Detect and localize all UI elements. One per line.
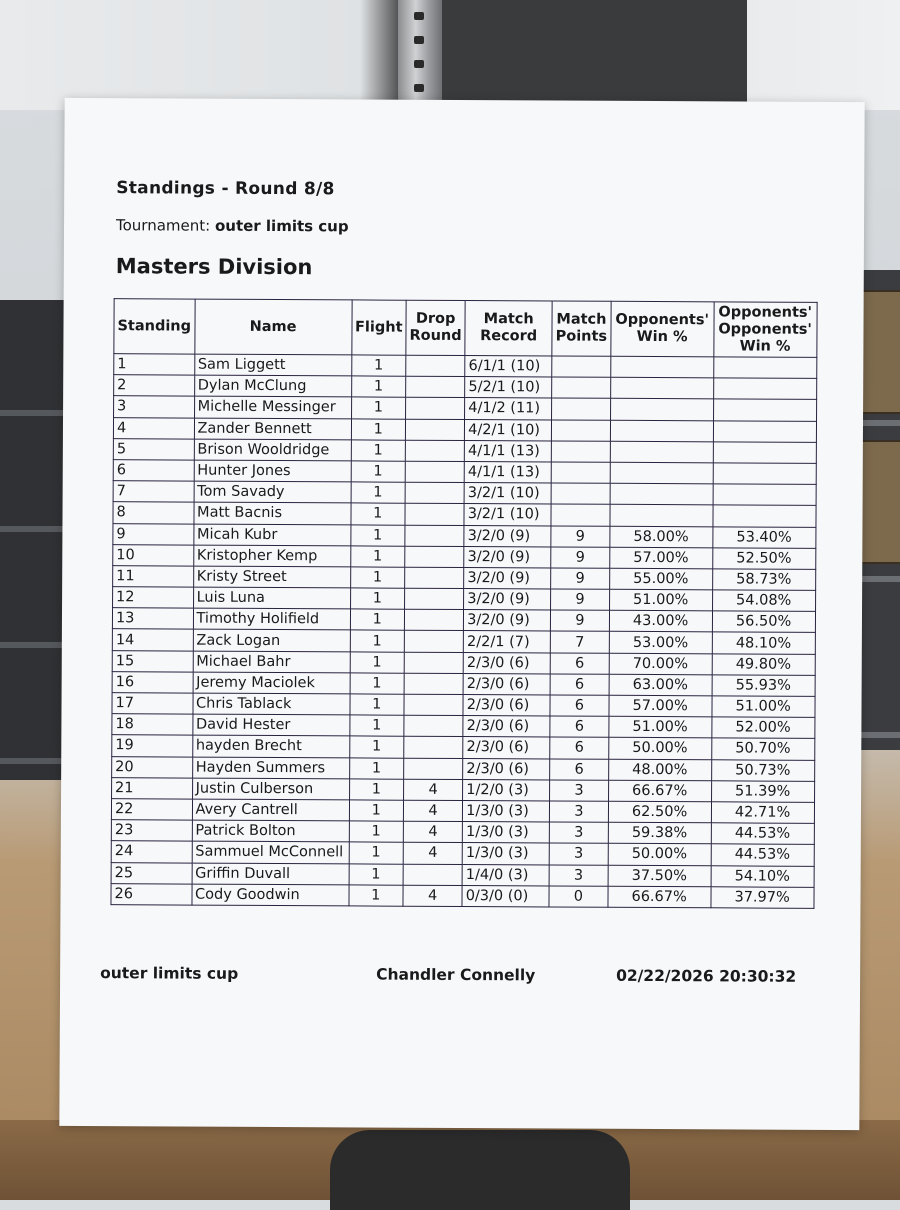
cell-standing: 3 bbox=[114, 396, 195, 418]
cell-name: Michael Bahr bbox=[193, 651, 350, 673]
cell-match-record: 1/3/0 (3) bbox=[462, 843, 549, 865]
header-match-points: Match Points bbox=[552, 301, 611, 356]
cell-opponents-opponents-win: 42.71% bbox=[711, 802, 814, 824]
cell-drop-round bbox=[404, 673, 463, 694]
cell-drop-round: 4 bbox=[404, 779, 463, 800]
cell-match-points bbox=[552, 398, 611, 419]
cell-name: hayden Brecht bbox=[192, 735, 349, 757]
cell-match-record: 4/1/1 (13) bbox=[464, 461, 551, 483]
header-standing: Standing bbox=[114, 299, 195, 354]
cell-opponents-opponents-win: 55.93% bbox=[712, 675, 815, 697]
cell-drop-round bbox=[404, 758, 463, 779]
cell-drop-round: 4 bbox=[403, 843, 462, 864]
cell-match-record: 2/3/0 (6) bbox=[463, 737, 550, 759]
cell-match-record: 3/2/1 (10) bbox=[464, 504, 551, 526]
cell-opponents-win: 59.38% bbox=[608, 822, 711, 844]
standings-body bbox=[111, 354, 817, 909]
cell-drop-round bbox=[405, 588, 464, 609]
cell-match-record: 2/3/0 (6) bbox=[463, 758, 550, 780]
cell-flight: 1 bbox=[350, 588, 405, 609]
cell-flight: 1 bbox=[351, 461, 406, 482]
cell-opponents-win bbox=[610, 377, 713, 399]
cell-name: Zander Bennett bbox=[194, 418, 351, 440]
cell-standing: 11 bbox=[113, 566, 194, 588]
cell-flight: 1 bbox=[350, 673, 405, 694]
cell-standing: 20 bbox=[112, 756, 193, 778]
cell-opponents-win: 66.67% bbox=[608, 886, 711, 908]
cell-match-points: 3 bbox=[550, 801, 609, 822]
cell-opponents-opponents-win: 53.40% bbox=[712, 526, 815, 548]
cell-opponents-opponents-win: 51.00% bbox=[712, 696, 815, 718]
cell-standing: 18 bbox=[112, 714, 193, 736]
cell-match-record: 4/2/1 (10) bbox=[465, 419, 552, 441]
cell-flight: 1 bbox=[351, 440, 406, 461]
cell-match-points: 9 bbox=[551, 525, 610, 546]
cell-standing: 5 bbox=[113, 438, 194, 460]
background-shoe bbox=[330, 1130, 630, 1210]
background-shelf-left bbox=[0, 300, 70, 780]
cell-opponents-opponents-win: 44.53% bbox=[711, 823, 814, 845]
header-opponents-opponents-win: Opponents' Opponents' Win % bbox=[713, 302, 816, 358]
cell-standing: 4 bbox=[113, 417, 194, 439]
cell-match-points: 3 bbox=[549, 843, 608, 864]
cell-drop-round bbox=[404, 737, 463, 758]
cell-match-record: 1/3/0 (3) bbox=[463, 800, 550, 822]
standings-sheet bbox=[59, 98, 864, 1130]
cell-standing: 16 bbox=[112, 671, 193, 693]
cell-opponents-opponents-win: 49.80% bbox=[712, 653, 815, 675]
cell-match-record: 2/2/1 (7) bbox=[463, 631, 550, 653]
cell-opponents-opponents-win bbox=[713, 357, 816, 379]
cell-standing: 26 bbox=[111, 883, 192, 905]
cell-opponents-opponents-win bbox=[713, 399, 816, 421]
rail-slot bbox=[414, 36, 424, 44]
cell-match-points: 6 bbox=[550, 759, 609, 780]
cell-opponents-opponents-win bbox=[713, 505, 816, 527]
cell-match-record: 3/2/1 (10) bbox=[464, 483, 551, 505]
header-match-record: Match Record bbox=[465, 301, 552, 356]
division-title: Masters Division bbox=[115, 254, 313, 280]
cell-drop-round bbox=[405, 482, 464, 503]
cell-name: Kristy Street bbox=[193, 566, 350, 588]
cell-flight: 1 bbox=[349, 842, 404, 863]
cell-match-points: 9 bbox=[551, 568, 610, 589]
cell-drop-round: 4 bbox=[403, 885, 462, 906]
cell-name: Patrick Bolton bbox=[192, 820, 349, 842]
cell-match-record: 5/2/1 (10) bbox=[465, 377, 552, 399]
cell-opponents-opponents-win bbox=[713, 420, 816, 442]
cell-opponents-opponents-win: 58.73% bbox=[712, 569, 815, 591]
cell-name: Chris Tablack bbox=[193, 693, 350, 715]
cell-flight: 1 bbox=[350, 652, 405, 673]
cell-flight: 1 bbox=[351, 355, 406, 376]
cell-opponents-win: 66.67% bbox=[608, 780, 711, 802]
header-opponents-win: Opponents' Win % bbox=[610, 301, 713, 357]
cell-opponents-win: 51.00% bbox=[609, 589, 712, 611]
cell-standing: 12 bbox=[113, 587, 194, 609]
cell-match-record: 3/2/0 (9) bbox=[464, 546, 551, 568]
cell-opponents-opponents-win: 54.08% bbox=[712, 590, 815, 612]
cell-opponents-win: 53.00% bbox=[609, 632, 712, 654]
cell-opponents-opponents-win: 56.50% bbox=[712, 611, 815, 633]
cell-opponents-win bbox=[610, 420, 713, 442]
cell-match-points: 6 bbox=[550, 737, 609, 758]
cell-match-record: 2/3/0 (6) bbox=[463, 695, 550, 717]
rail-slot bbox=[414, 12, 424, 20]
cell-match-points: 9 bbox=[551, 610, 610, 631]
cell-flight: 1 bbox=[349, 736, 404, 757]
cell-standing: 6 bbox=[113, 460, 194, 482]
cell-drop-round bbox=[405, 461, 464, 482]
cell-flight: 1 bbox=[351, 418, 406, 439]
page-title: Standings - Round 8/8 bbox=[116, 178, 335, 200]
cell-match-points: 3 bbox=[550, 780, 609, 801]
cell-drop-round bbox=[406, 376, 465, 397]
cell-opponents-win: 63.00% bbox=[609, 674, 712, 696]
cell-name: Matt Bacnis bbox=[194, 502, 351, 524]
background-card bbox=[858, 290, 900, 414]
cell-match-points: 6 bbox=[550, 695, 609, 716]
cell-match-points: 6 bbox=[550, 716, 609, 737]
cell-flight: 1 bbox=[349, 885, 404, 906]
cell-opponents-win: 57.00% bbox=[609, 695, 712, 717]
cell-opponents-win: 51.00% bbox=[608, 716, 711, 738]
cell-match-points: 9 bbox=[551, 547, 610, 568]
cell-standing: 22 bbox=[111, 799, 192, 821]
cell-name: Luis Luna bbox=[193, 587, 350, 609]
rail-slot bbox=[414, 60, 424, 68]
rail-slot bbox=[414, 84, 424, 92]
cell-standing: 8 bbox=[113, 502, 194, 524]
cell-match-points: 7 bbox=[550, 631, 609, 652]
cell-standing: 14 bbox=[112, 629, 193, 651]
cell-drop-round bbox=[405, 525, 464, 546]
cell-opponents-opponents-win: 50.73% bbox=[711, 759, 814, 781]
cell-opponents-opponents-win: 52.50% bbox=[712, 547, 815, 569]
standings-table bbox=[110, 298, 817, 909]
cell-match-record: 2/3/0 (6) bbox=[463, 673, 550, 695]
cell-drop-round bbox=[406, 398, 465, 419]
cell-opponents-opponents-win bbox=[713, 378, 816, 400]
cell-match-record: 3/2/0 (9) bbox=[464, 525, 551, 547]
cell-name: Michelle Messinger bbox=[194, 396, 351, 418]
cell-drop-round bbox=[404, 694, 463, 715]
cell-match-points bbox=[551, 483, 610, 504]
cell-flight: 1 bbox=[351, 376, 406, 397]
cell-match-record: 0/3/0 (0) bbox=[462, 885, 549, 907]
cell-name: Sam Liggett bbox=[194, 354, 351, 376]
cell-opponents-opponents-win bbox=[713, 484, 816, 506]
cell-opponents-win bbox=[610, 505, 713, 527]
cell-opponents-win bbox=[610, 399, 713, 421]
cell-drop-round bbox=[404, 715, 463, 736]
cell-opponents-opponents-win: 37.97% bbox=[711, 886, 814, 908]
header-drop-round: Drop Round bbox=[406, 300, 465, 355]
cell-name: Sammuel McConnell bbox=[192, 841, 349, 863]
cell-standing: 7 bbox=[113, 481, 194, 503]
cell-opponents-win: 37.50% bbox=[608, 865, 711, 887]
cell-standing: 19 bbox=[112, 735, 193, 757]
cell-match-points: 3 bbox=[549, 864, 608, 885]
cell-flight: 1 bbox=[349, 715, 404, 736]
cell-match-points: 0 bbox=[549, 886, 608, 907]
cell-opponents-win: 48.00% bbox=[608, 759, 711, 781]
cell-opponents-win bbox=[610, 462, 713, 484]
tournament-label: Tournament: bbox=[115, 216, 211, 235]
cell-match-record: 3/2/0 (9) bbox=[464, 567, 551, 589]
background-card bbox=[858, 440, 900, 564]
cell-match-record: 1/2/0 (3) bbox=[463, 779, 550, 801]
cell-match-points bbox=[551, 462, 610, 483]
cell-flight: 1 bbox=[351, 503, 406, 524]
cell-opponents-opponents-win: 52.00% bbox=[711, 717, 814, 739]
cell-opponents-win: 50.00% bbox=[608, 844, 711, 866]
cell-opponents-opponents-win: 51.39% bbox=[711, 781, 814, 803]
cell-drop-round: 4 bbox=[403, 800, 462, 821]
cell-opponents-win: 55.00% bbox=[609, 568, 712, 590]
cell-standing: 1 bbox=[114, 354, 195, 376]
cell-standing: 23 bbox=[111, 820, 192, 842]
cell-match-record: 4/1/2 (11) bbox=[465, 398, 552, 420]
cell-drop-round bbox=[404, 652, 463, 673]
cell-name: Zack Logan bbox=[193, 630, 350, 652]
cell-flight: 1 bbox=[350, 694, 405, 715]
cell-flight: 1 bbox=[349, 757, 404, 778]
footer-tournament: outer limits cup bbox=[100, 964, 239, 983]
cell-name: Timothy Holifield bbox=[193, 608, 350, 630]
cell-drop-round bbox=[405, 504, 464, 525]
cell-name: Hayden Summers bbox=[192, 757, 349, 779]
cell-drop-round bbox=[405, 567, 464, 588]
cell-match-points bbox=[552, 377, 611, 398]
cell-name: David Hester bbox=[192, 714, 349, 736]
cell-match-record: 3/2/0 (9) bbox=[464, 610, 551, 632]
cell-drop-round bbox=[404, 609, 463, 630]
cell-opponents-opponents-win: 44.53% bbox=[711, 844, 814, 866]
cell-name: Cody Goodwin bbox=[192, 884, 349, 906]
cell-name: Jeremy Maciolek bbox=[193, 672, 350, 694]
cell-standing: 25 bbox=[111, 862, 192, 884]
cell-standing: 10 bbox=[113, 544, 194, 566]
cell-match-points bbox=[552, 420, 611, 441]
cell-opponents-opponents-win bbox=[713, 442, 816, 464]
cell-name: Justin Culberson bbox=[192, 778, 349, 800]
cell-flight: 1 bbox=[350, 567, 405, 588]
tournament-line bbox=[116, 216, 349, 235]
cell-match-points: 3 bbox=[549, 822, 608, 843]
cell-match-points bbox=[551, 504, 610, 525]
cell-standing: 24 bbox=[111, 841, 192, 863]
cell-opponents-win: 70.00% bbox=[609, 653, 712, 675]
cell-match-record: 3/2/0 (9) bbox=[464, 589, 551, 611]
cell-match-points: 6 bbox=[550, 674, 609, 695]
footer-timestamp: 02/22/2026 20:30:32 bbox=[616, 966, 797, 986]
cell-match-record: 1/3/0 (3) bbox=[462, 822, 549, 844]
cell-flight: 1 bbox=[349, 800, 404, 821]
cell-drop-round bbox=[406, 355, 465, 376]
cell-opponents-win bbox=[610, 356, 713, 378]
cell-flight: 1 bbox=[350, 630, 405, 651]
cell-opponents-opponents-win: 54.10% bbox=[711, 865, 814, 887]
cell-drop-round bbox=[405, 440, 464, 461]
header-flight: Flight bbox=[351, 300, 406, 355]
cell-name: Hunter Jones bbox=[194, 460, 351, 482]
table-row bbox=[111, 883, 814, 908]
cell-flight: 1 bbox=[350, 524, 405, 545]
cell-match-points: 6 bbox=[550, 653, 609, 674]
cell-match-record: 2/3/0 (6) bbox=[463, 716, 550, 738]
cell-opponents-win: 58.00% bbox=[609, 526, 712, 548]
cell-match-points bbox=[551, 441, 610, 462]
cell-opponents-opponents-win: 50.70% bbox=[711, 738, 814, 760]
cell-standing: 17 bbox=[112, 693, 193, 715]
cell-match-points bbox=[552, 356, 611, 377]
cell-opponents-win: 62.50% bbox=[608, 801, 711, 823]
cell-opponents-win: 50.00% bbox=[608, 738, 711, 760]
cell-flight: 1 bbox=[349, 863, 404, 884]
cell-match-record: 4/1/1 (13) bbox=[464, 440, 551, 462]
cell-standing: 15 bbox=[112, 650, 193, 672]
cell-name: Micah Kubr bbox=[193, 524, 350, 546]
cell-opponents-opponents-win: 48.10% bbox=[712, 632, 815, 654]
cell-drop-round bbox=[404, 631, 463, 652]
footer-organizer: Chandler Connelly bbox=[376, 965, 536, 985]
background-wall bbox=[0, 0, 900, 110]
header-name: Name bbox=[194, 299, 351, 355]
cell-match-record: 2/3/0 (6) bbox=[463, 652, 550, 674]
cell-drop-round: 4 bbox=[403, 821, 462, 842]
cell-name: Dylan McClung bbox=[194, 375, 351, 397]
table-header-row bbox=[114, 299, 817, 358]
cell-flight: 1 bbox=[349, 779, 404, 800]
cell-standing: 2 bbox=[114, 375, 195, 397]
cell-opponents-win bbox=[610, 483, 713, 505]
cell-name: Griffin Duvall bbox=[192, 863, 349, 885]
cell-drop-round bbox=[403, 864, 462, 885]
cell-standing: 21 bbox=[112, 777, 193, 799]
cell-match-record: 6/1/1 (10) bbox=[465, 356, 552, 378]
cell-name: Brison Wooldridge bbox=[194, 439, 351, 461]
cell-match-points: 9 bbox=[551, 589, 610, 610]
cell-name: Tom Savady bbox=[194, 481, 351, 503]
tournament-name: outer limits cup bbox=[214, 216, 349, 236]
cell-flight: 1 bbox=[349, 821, 404, 842]
cell-opponents-win: 43.00% bbox=[609, 611, 712, 633]
cell-name: Kristopher Kemp bbox=[193, 545, 350, 567]
cell-flight: 1 bbox=[351, 397, 406, 418]
cell-match-record: 1/4/0 (3) bbox=[462, 864, 549, 886]
cell-flight: 1 bbox=[351, 482, 406, 503]
cell-flight: 1 bbox=[350, 609, 405, 630]
cell-drop-round bbox=[405, 546, 464, 567]
cell-opponents-win: 57.00% bbox=[609, 547, 712, 569]
cell-flight: 1 bbox=[350, 546, 405, 567]
cell-opponents-opponents-win bbox=[713, 463, 816, 485]
cell-standing: 9 bbox=[113, 523, 194, 545]
cell-drop-round bbox=[405, 419, 464, 440]
cell-standing: 13 bbox=[112, 608, 193, 630]
cell-name: Avery Cantrell bbox=[192, 799, 349, 821]
cell-opponents-win bbox=[610, 441, 713, 463]
